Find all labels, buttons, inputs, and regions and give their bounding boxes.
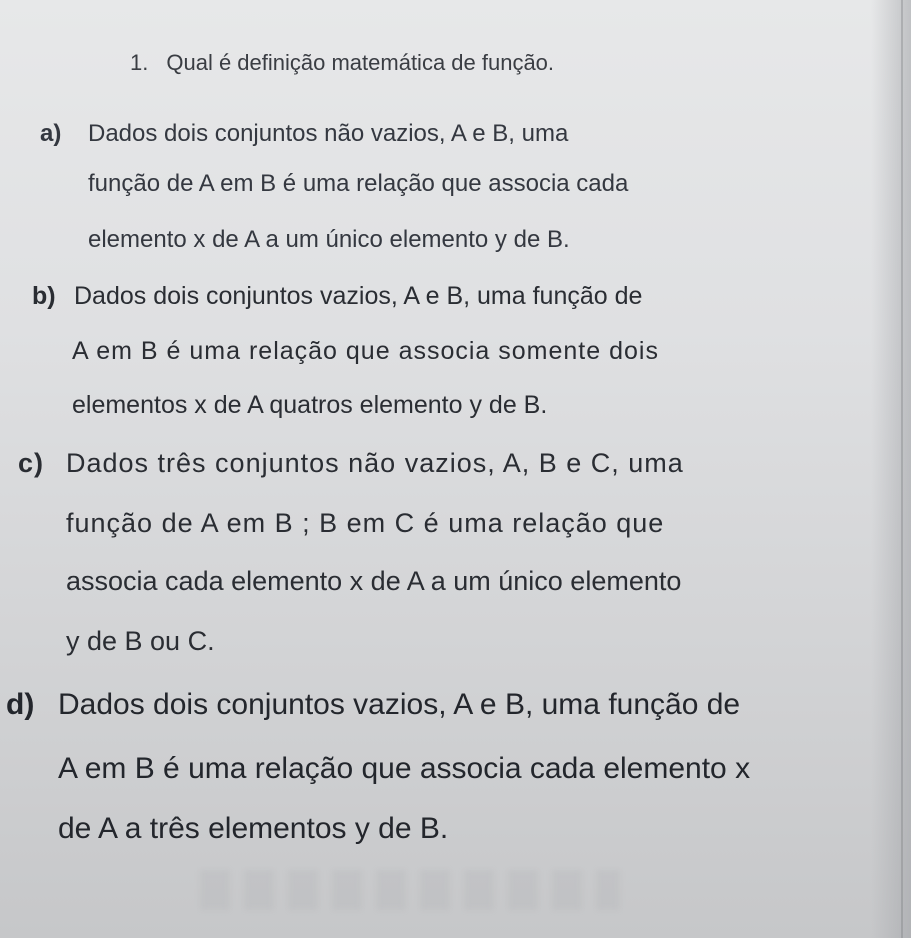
show-through-text — [200, 870, 620, 910]
option-d-line-2: A em B é uma relação que associa cada elemento x — [58, 752, 751, 785]
option-a-line-2: função de A em B é uma relação que associa cada — [88, 170, 629, 197]
page-shadow — [871, 0, 911, 938]
option-b-letter: b) — [32, 282, 56, 310]
page-edge — [901, 0, 903, 938]
option-c-line-2: função de A em B ; B em C é uma relação que — [66, 508, 665, 538]
question-title — [130, 50, 554, 76]
option-c-line-4: y de B ou C. — [66, 626, 215, 656]
option-c-line-3: associa cada elemento x de A a um único elemento — [66, 566, 682, 596]
option-a-line-3: elemento x de A a um único elemento y de B. — [88, 226, 570, 253]
option-d-line-1 — [6, 688, 740, 722]
question-text: Qual é definição matemática de função. — [166, 50, 555, 75]
option-d-letter: d) — [6, 688, 35, 721]
option-b-line-3: elementos x de A quatros elemento y de B. — [72, 391, 548, 419]
option-d-text-1: Dados dois conjuntos vazios, A e B, uma função de — [58, 688, 741, 721]
option-b-text-1: Dados dois conjuntos vazios, A e B, uma função de — [74, 282, 643, 310]
option-c-line-1 — [18, 448, 684, 479]
option-c-text-1: Dados três conjuntos não vazios, A, B e C, uma — [66, 448, 684, 478]
option-d-line-3: de A a três elementos y de B. — [58, 812, 449, 845]
option-a-line-1 — [40, 120, 568, 148]
option-b-line-2: A em B é uma relação que associa somente dois — [72, 337, 659, 365]
option-c-letter: c) — [18, 448, 45, 478]
option-a-letter: a) — [40, 120, 62, 147]
option-b-line-1 — [32, 282, 642, 311]
option-a-text-1: Dados dois conjuntos não vazios, A e B, uma — [88, 120, 569, 147]
question-number: 1. — [130, 50, 149, 75]
